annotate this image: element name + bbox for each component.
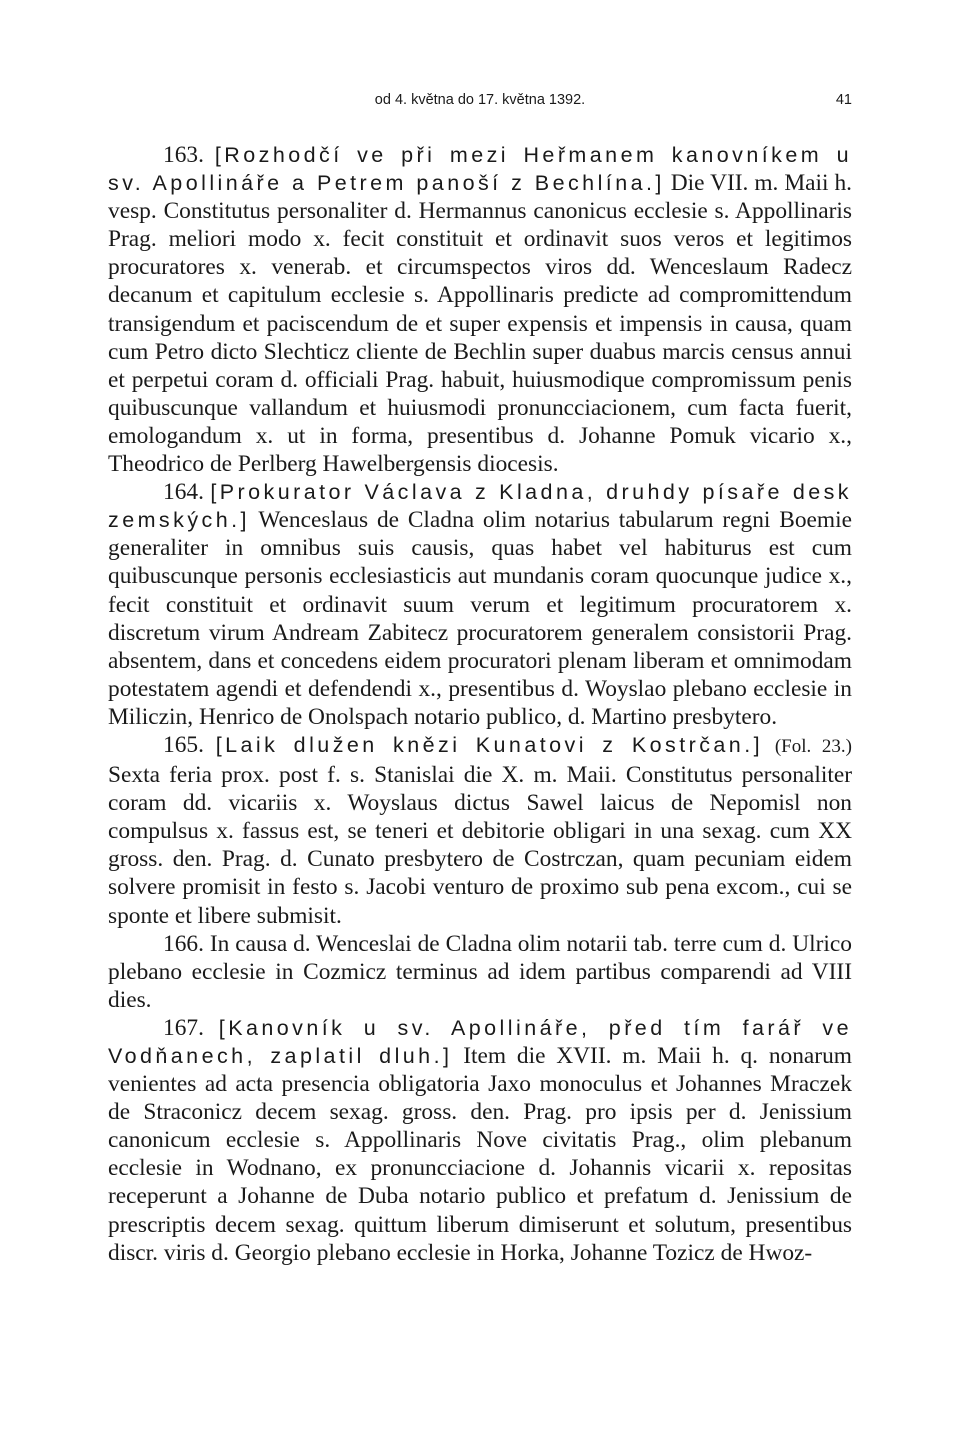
entry-text: In causa d. Wenceslai de Cladna olim notarii tab. terre cum d. Ulrico plebano ecclesie in Cozmicz terminus ad idem partibus comparendi ad VIII dies. xyxy=(108,930,852,1013)
entry-166 xyxy=(108,930,852,1014)
page-number: 41 xyxy=(835,92,852,108)
entry-heading: [Kanovník u sv. Apollináře, před tím farář ve Vodňanech, zaplatil dluh.] xyxy=(108,1015,852,1068)
running-head: od 4. května do 17. května 1392. xyxy=(374,92,586,108)
entry-165 xyxy=(108,731,852,930)
entry-text: Item die XVII. m. Maii h. q. nonarum venientes ad acta presencia obligatoria Jaxo monoculus et Johannes Mraczek de Straconicz decem sexag. gross. den. Prag. pro ipsis per d. Jenissium canonicum ecclesie s. Appollinaris Nove civitatis Prag., olim plebanum ecclesie in Wodnano, ex pronuncciacione d. Johannis vicarii x. repositas receperunt a Johanne de Duba notario publico et prefatum d. Jenissium de prescriptis decem sexag. quittum liberum dimiserunt et solutum, presentibus discr. viris d. Georgio plebano ecclesie in Horka, Johanne Tozicz de Hwoz- xyxy=(108,1043,852,1266)
entry-number: 166. xyxy=(163,930,204,957)
entry-text: Wenceslaus de Cladna olim notarius tabularum regni Boemie generaliter in omnibus suis causis, quas habet vel habiturus est cum quibuscunque personis ecclesiasticis aut mundanis coram quocunque judice x., fecit constituit et ordinavit suum verum et legitimum procuratorem x. discretum virum Andream Zabitecz procuratorem generalem consistorii Prag. absentem, dans et concedens eidem procuratori plenam liberam et omnimodam potestatem agendi et defendendi x., presentibus d. Woyslao plebano ecclesie in Miliczin, Henrico de Onolspach notario publico, d. Martino presbytero. xyxy=(108,507,852,730)
entry-text: Sexta feria prox. post f. s. Stanislai die X. m. Maii. Constitutus personaliter coram dd. vicariis x. Woyslaus dictus Sawel laicus de Nepomisl non compulsus x. fassus est, se teneri et debitorie obligari in una sexag. cum XX gross. den. Prag. d. Cunato presbytero de Costrczan, quam pecuniam eidem solvere promisit in festo s. Jacobi venturo de proximo sub pena excom., cui se sponte et libere submisit. xyxy=(108,762,852,929)
entry-heading: [Rozhodčí ve při mezi Heřmanem kanovníkem u sv. Apollináře a Petrem panoší z Bechlína.] xyxy=(108,143,852,196)
entry-number: 164. xyxy=(163,479,204,506)
entry-163 xyxy=(108,141,852,478)
entry-heading: [Prokurator Václava z Kladna, druhdy písaře desk zemských.] xyxy=(108,480,852,533)
entry-167 xyxy=(108,1014,852,1267)
folio-note: (Fol. 23.) xyxy=(774,735,852,757)
body-text xyxy=(108,141,852,1267)
entry-number: 167. xyxy=(163,1014,204,1041)
entry-heading: [Laik dlužen knězi Kunatovi z Kostrčan.] xyxy=(215,732,764,757)
entry-number: 165. xyxy=(163,731,204,758)
entry-text: Die VII. m. Maii h. vesp. Constitutus personaliter d. Hermannus canonicus ecclesie s. Appollinaris Prag. meliori modo x. fecit constituit et ordinavit suos veros et legitimos procuratores x. venerab. et circumspectos viros dd. Wenceslaum Radecz decanum et capitulum ecclesie s. Appollinaris predicte ad compromittendum transigendum et paciscendum de et super expensis et impensis in causa, quam cum Petro dicto Slechticz cliente de Bechlin super duabus marcis census annui et perpetui coram d. officiali Prag. habuit, huiusmodique compromissum penis quibuscunque vallandum et huiusmodi pronuncciacionem, cum facta fuerit, emologandum x. ut in forma, presentibus d. Johanne Pomuk vicario x., Theodrico de Perlberg Hawelbergensis diocesis. xyxy=(108,170,852,478)
page-header xyxy=(108,92,852,114)
entry-number: 163. xyxy=(163,142,204,168)
entry-164 xyxy=(108,478,852,731)
